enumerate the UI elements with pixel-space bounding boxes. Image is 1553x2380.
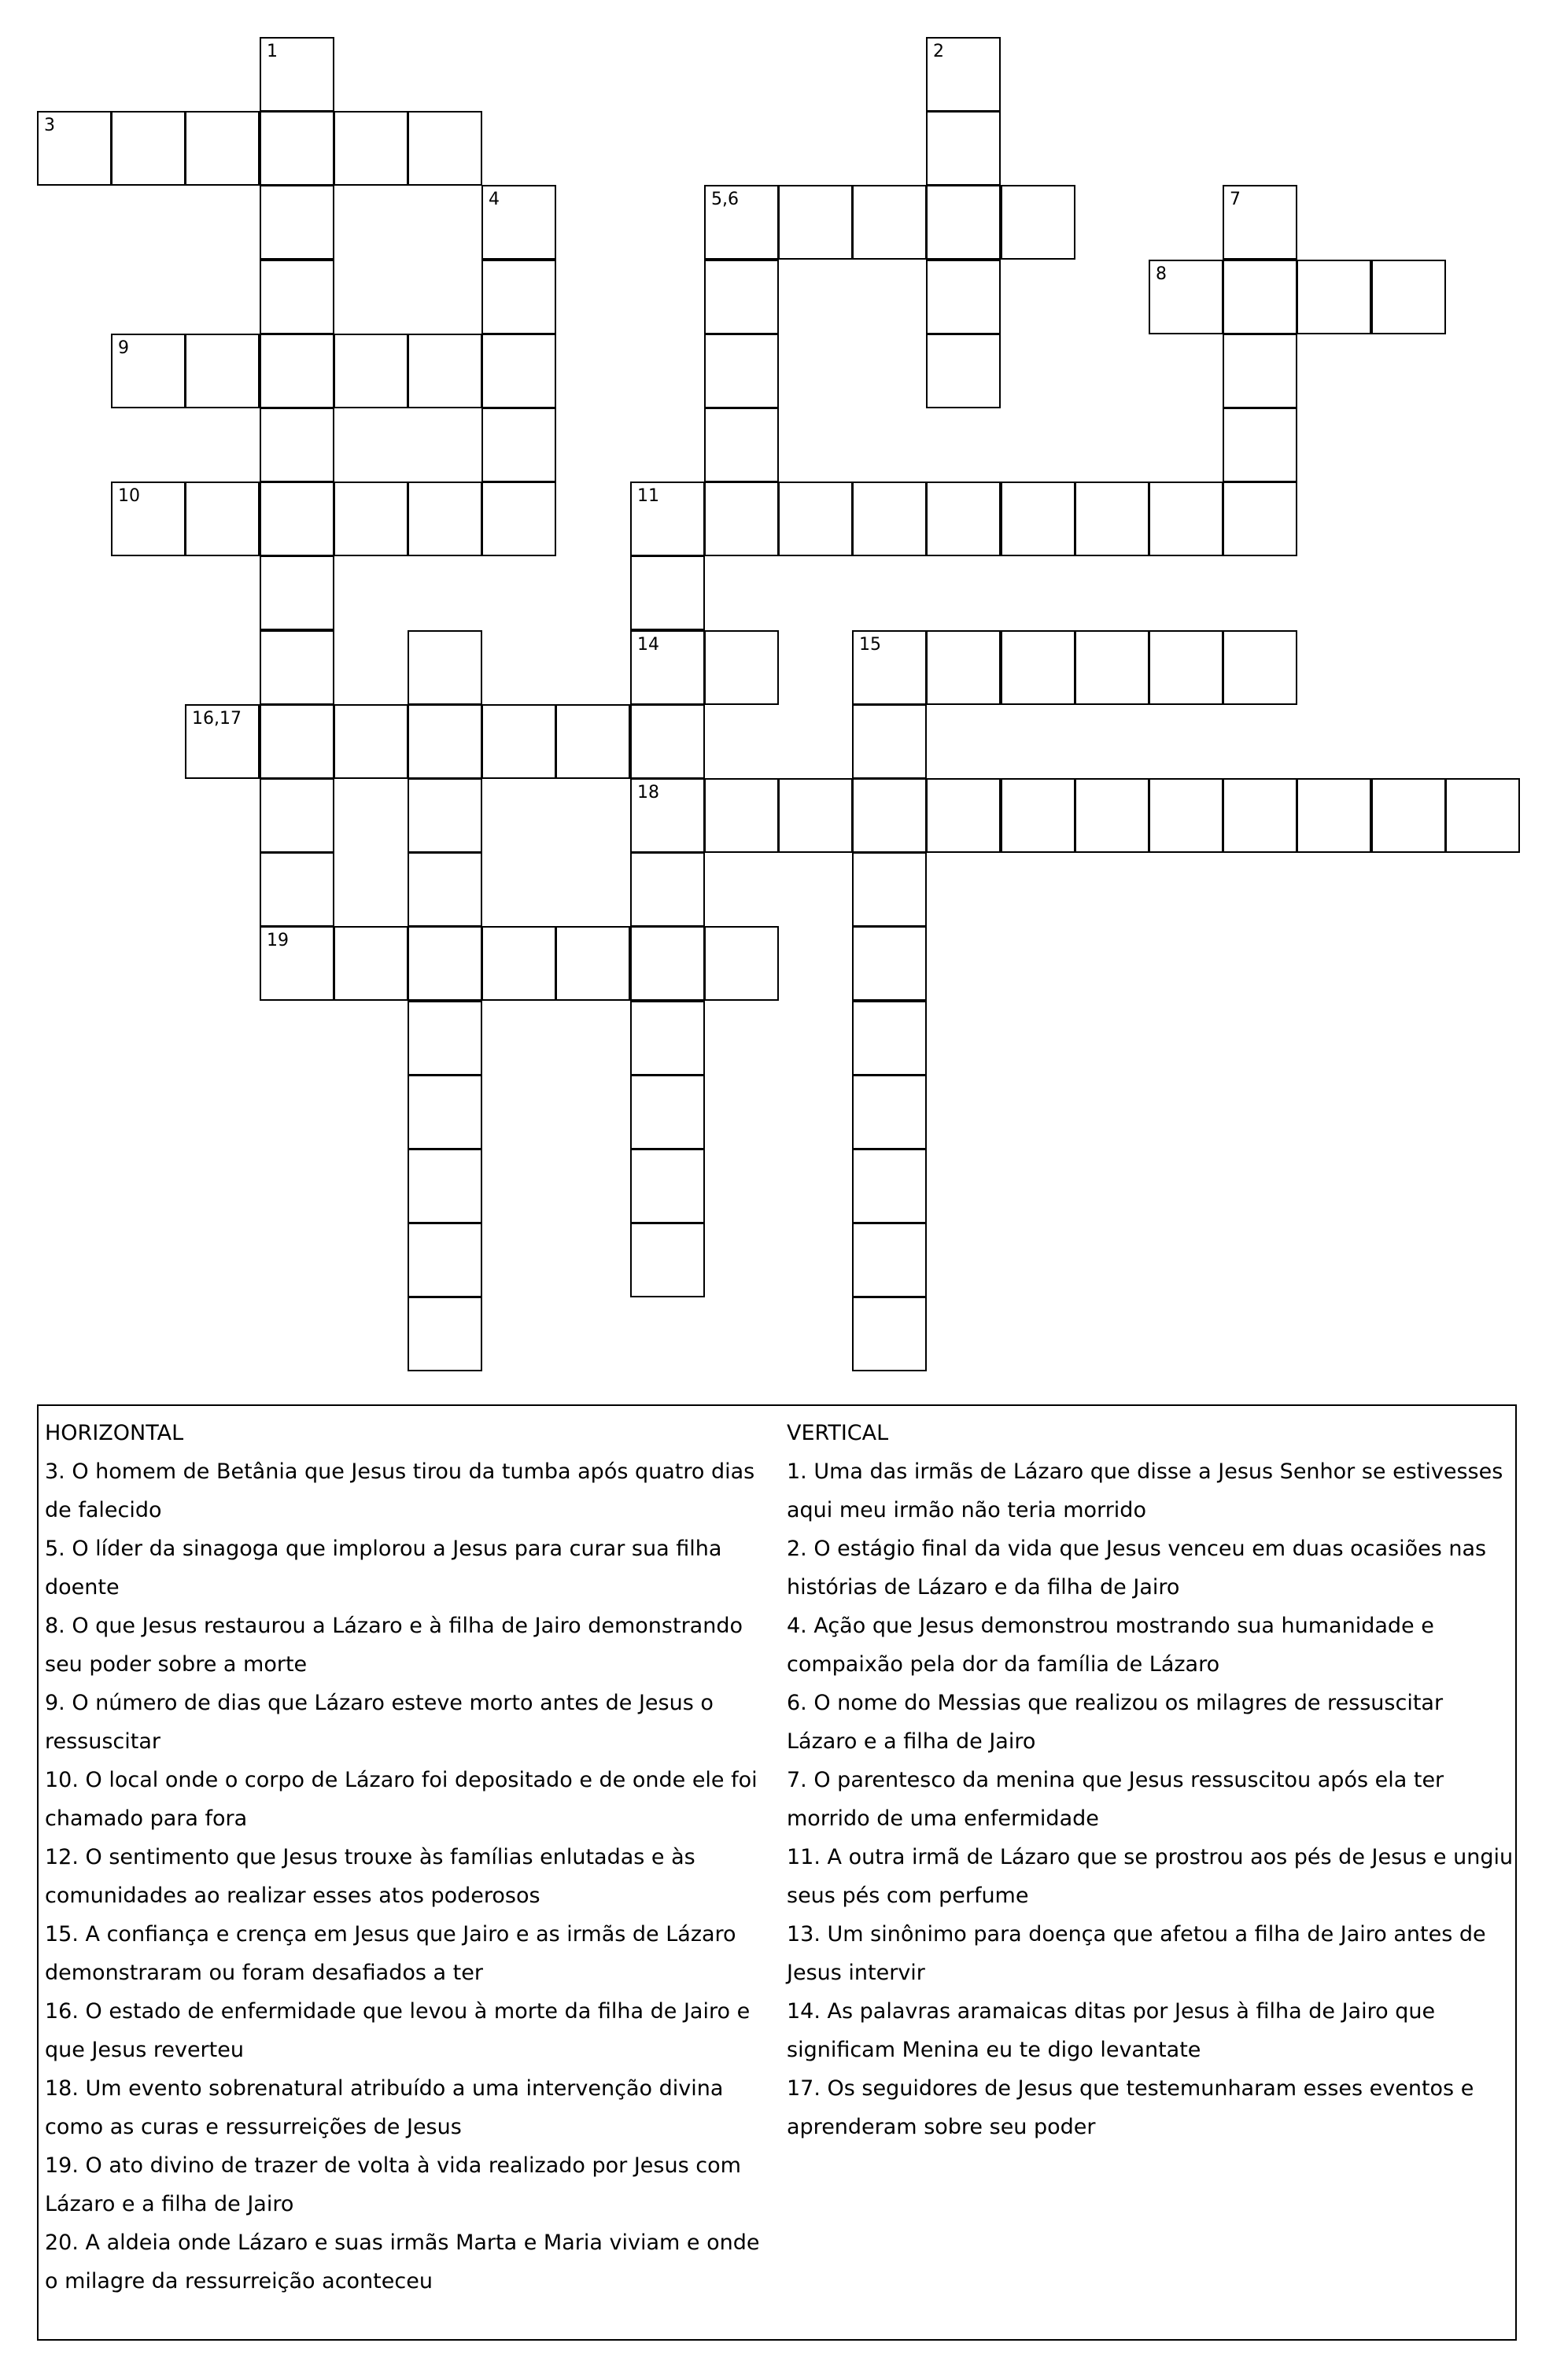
clue-h-8: 8. O que Jesus restaurou a Lázaro e à filha de Jairo demonstrando seu poder sobre a morte	[45, 1614, 743, 1677]
cell-number: 4	[489, 190, 500, 209]
grid-cell[interactable]	[778, 185, 853, 260]
grid-cell[interactable]	[1297, 260, 1371, 334]
grid-cell[interactable]	[408, 704, 482, 779]
grid-cell[interactable]	[481, 260, 556, 334]
grid-cell[interactable]	[1223, 482, 1297, 556]
grid-cell[interactable]	[260, 852, 334, 927]
grid-cell[interactable]	[1371, 778, 1446, 853]
grid-cell[interactable]	[408, 334, 482, 408]
grid-cell[interactable]	[334, 482, 408, 556]
grid-cell[interactable]	[704, 185, 779, 260]
clue-h-16: 16. O estado de enfermidade que levou à morte da filha de Jairo e que Jesus reverteu	[45, 1999, 751, 2062]
grid-cell[interactable]	[630, 1075, 705, 1149]
clue-v-1: 1. Uma das irmãs de Lázaro que disse a Jesus Senhor se estivesses aqui meu irmão não teria morrido	[787, 1459, 1503, 1522]
grid-cell[interactable]	[926, 778, 1001, 853]
cell-number: 1	[267, 42, 278, 61]
clue-v-4: 4. Ação que Jesus demonstrou mostrando sua humanidade e compaixão pela dor da família de Lázaro	[787, 1614, 1434, 1677]
grid-cell[interactable]	[852, 778, 927, 853]
grid-cell[interactable]	[260, 37, 334, 112]
grid-cell[interactable]	[926, 185, 1001, 260]
grid-cell[interactable]	[852, 185, 927, 260]
grid-cell[interactable]	[704, 630, 779, 705]
grid-cell[interactable]	[408, 852, 482, 927]
grid-cell[interactable]	[1445, 778, 1520, 853]
grid-cell[interactable]	[260, 555, 334, 630]
grid-cell[interactable]	[926, 111, 1001, 186]
grid-cell[interactable]	[1223, 778, 1297, 853]
grid-cell[interactable]	[704, 778, 779, 853]
cell-number: 16,17	[192, 709, 242, 729]
grid-cell[interactable]	[778, 482, 853, 556]
grid-cell[interactable]	[481, 408, 556, 482]
grid-cell[interactable]	[555, 926, 630, 1001]
clue-h-15: 15. A confiança e crença em Jesus que Jairo e as irmãs de Lázaro demonstraram ou foram desafiados a ter	[45, 1922, 736, 1985]
grid-cell[interactable]	[260, 260, 334, 334]
grid-cell[interactable]	[630, 1149, 705, 1223]
grid-cell[interactable]	[481, 185, 556, 260]
grid-cell[interactable]	[260, 334, 334, 408]
grid-cell[interactable]	[926, 334, 1001, 408]
grid-cell[interactable]	[481, 334, 556, 408]
grid-cell[interactable]	[260, 482, 334, 556]
grid-cell[interactable]	[926, 260, 1001, 334]
grid-cell[interactable]	[1149, 630, 1223, 705]
cell-number: 18	[637, 783, 659, 803]
grid-cell[interactable]	[260, 111, 334, 186]
cell-number: 15	[859, 635, 881, 655]
grid-cell[interactable]	[926, 630, 1001, 705]
grid-cell[interactable]	[630, 778, 705, 853]
grid-cell[interactable]	[408, 482, 482, 556]
grid-cell[interactable]	[408, 1001, 482, 1076]
grid-cell[interactable]	[185, 111, 260, 186]
cell-number: 2	[933, 42, 944, 61]
grid-cell[interactable]	[1223, 260, 1297, 334]
clue-v-13: 13. Um sinônimo para doença que afetou a filha de Jairo antes de Jesus intervir	[787, 1922, 1486, 1985]
grid-cell[interactable]	[630, 482, 705, 556]
grid-cell[interactable]	[408, 1149, 482, 1223]
grid-cell[interactable]	[1001, 630, 1075, 705]
grid-cell[interactable]	[1075, 630, 1149, 705]
grid-cell[interactable]	[37, 111, 112, 186]
clue-v-2: 2. O estágio final da vida que Jesus venceu em duas ocasiões nas histórias de Lázaro e da filha de Jairo	[787, 1537, 1487, 1600]
grid-cell[interactable]	[334, 111, 408, 186]
cell-number: 19	[267, 931, 289, 950]
clues-box	[37, 1404, 1517, 2341]
grid-cell[interactable]	[852, 482, 927, 556]
grid-cell[interactable]	[185, 334, 260, 408]
grid-cell[interactable]	[260, 408, 334, 482]
grid-cell[interactable]	[555, 704, 630, 779]
grid-cell[interactable]	[1001, 778, 1075, 853]
grid-cell[interactable]	[260, 630, 334, 705]
grid-cell[interactable]	[1001, 482, 1075, 556]
grid-cell[interactable]	[630, 1223, 705, 1297]
grid-cell[interactable]	[630, 852, 705, 927]
grid-cell[interactable]	[704, 260, 779, 334]
clue-h-12: 12. O sentimento que Jesus trouxe às famílias enlutadas e às comunidades ao realizar esses atos poderosos	[45, 1845, 695, 1908]
grid-cell[interactable]	[1149, 260, 1223, 334]
grid-cell[interactable]	[334, 704, 408, 779]
grid-cell[interactable]	[1223, 334, 1297, 408]
grid-cell[interactable]	[630, 1001, 705, 1076]
grid-cell[interactable]	[1297, 778, 1371, 853]
grid-cell[interactable]	[481, 704, 556, 779]
cell-number: 10	[118, 486, 140, 506]
cell-number: 5,6	[711, 190, 739, 209]
grid-cell[interactable]	[111, 111, 186, 186]
clue-h-5: 5. O líder da sinagoga que implorou a Jesus para curar sua filha doente	[45, 1537, 722, 1600]
clue-v-7: 7. O parentesco da menina que Jesus ressuscitou após ela ter morrido de uma enfermidade	[787, 1768, 1444, 1831]
grid-cell[interactable]	[926, 482, 1001, 556]
grid-cell[interactable]	[1223, 408, 1297, 482]
grid-cell[interactable]	[408, 1075, 482, 1149]
grid-cell[interactable]	[852, 1149, 927, 1223]
grid-cell[interactable]	[852, 704, 927, 779]
grid-cell[interactable]	[260, 926, 334, 1001]
vertical-clues	[787, 1414, 1518, 2146]
clue-v-17: 17. Os seguidores de Jesus que testemunharam esses eventos e aprenderam sobre seu poder	[787, 2076, 1474, 2139]
grid-cell[interactable]	[630, 555, 705, 630]
grid-cell[interactable]	[334, 334, 408, 408]
grid-cell[interactable]	[852, 926, 927, 1001]
grid-cell[interactable]	[408, 1223, 482, 1297]
grid-cell[interactable]	[704, 482, 779, 556]
grid-cell[interactable]	[704, 926, 779, 1001]
grid-cell[interactable]	[1075, 778, 1149, 853]
grid-cell[interactable]	[334, 926, 408, 1001]
cell-number: 3	[44, 116, 55, 135]
grid-cell[interactable]	[926, 37, 1001, 112]
grid-cell[interactable]	[1075, 482, 1149, 556]
grid-cell[interactable]	[1149, 778, 1223, 853]
clue-h-3: 3. O homem de Betânia que Jesus tirou da tumba após quatro dias de falecido	[45, 1459, 755, 1522]
horizontal-heading: HORIZONTAL	[45, 1421, 184, 1445]
grid-cell[interactable]	[185, 482, 260, 556]
horizontal-clues	[45, 1414, 776, 2301]
grid-cell[interactable]	[852, 1075, 927, 1149]
clue-v-6: 6. O nome do Messias que realizou os milagres de ressuscitar Lázaro e a filha de Jairo	[787, 1691, 1444, 1754]
grid-cell[interactable]	[111, 334, 186, 408]
grid-cell[interactable]	[481, 926, 556, 1001]
grid-cell[interactable]	[1223, 630, 1297, 705]
clue-h-10: 10. O local onde o corpo de Lázaro foi depositado e de onde ele foi chamado para fora	[45, 1768, 758, 1831]
grid-cell[interactable]	[852, 1223, 927, 1297]
cell-number: 9	[118, 338, 129, 358]
clue-h-19: 19. O ato divino de trazer de volta à vida realizado por Jesus com Lázaro e a filha de Jairo	[45, 2153, 741, 2216]
cell-number: 14	[637, 635, 659, 655]
cell-number: 8	[1156, 264, 1167, 284]
grid-cell[interactable]	[1001, 185, 1075, 260]
clue-h-18: 18. Um evento sobrenatural atribuído a uma intervenção divina como as curas e ressurreições de Jesus	[45, 2076, 724, 2139]
grid-cell[interactable]	[704, 408, 779, 482]
grid-cell[interactable]	[185, 704, 260, 779]
grid-cell[interactable]	[852, 1297, 927, 1371]
grid-cell[interactable]	[481, 482, 556, 556]
clue-v-14: 14. As palavras aramaicas ditas por Jesus à filha de Jairo que significam Menina eu te digo levantate	[787, 1999, 1436, 2062]
grid-cell[interactable]	[260, 704, 334, 779]
grid-cell[interactable]	[852, 852, 927, 927]
grid-cell[interactable]	[852, 630, 927, 705]
grid-cell[interactable]	[408, 1297, 482, 1371]
grid-cell[interactable]	[111, 482, 186, 556]
grid-cell[interactable]	[408, 778, 482, 853]
grid-cell[interactable]	[852, 1001, 927, 1076]
cell-number: 7	[1230, 190, 1241, 209]
grid-cell[interactable]	[1223, 185, 1297, 260]
grid-cell[interactable]	[1149, 482, 1223, 556]
grid-cell[interactable]	[408, 630, 482, 705]
cell-number: 11	[637, 486, 659, 506]
clue-h-9: 9. O número de dias que Lázaro esteve morto antes de Jesus o ressuscitar	[45, 1691, 714, 1754]
vertical-heading: VERTICAL	[787, 1421, 889, 1445]
grid-cell[interactable]	[408, 926, 482, 1001]
grid-cell[interactable]	[408, 111, 482, 186]
grid-cell[interactable]	[1371, 260, 1446, 334]
grid-cell[interactable]	[778, 778, 853, 853]
grid-cell[interactable]	[630, 630, 705, 705]
grid-cell[interactable]	[260, 778, 334, 853]
grid-cell[interactable]	[260, 185, 334, 260]
grid-cell[interactable]	[704, 334, 779, 408]
clue-v-11: 11. A outra irmã de Lázaro que se prostrou aos pés de Jesus e ungiu seus pés com perfume	[787, 1845, 1514, 1908]
grid-cell[interactable]	[630, 926, 705, 1001]
grid-cell[interactable]	[630, 704, 705, 779]
clue-h-20: 20. A aldeia onde Lázaro e suas irmãs Marta e Maria viviam e onde o milagre da ressurreição aconteceu	[45, 2231, 760, 2293]
